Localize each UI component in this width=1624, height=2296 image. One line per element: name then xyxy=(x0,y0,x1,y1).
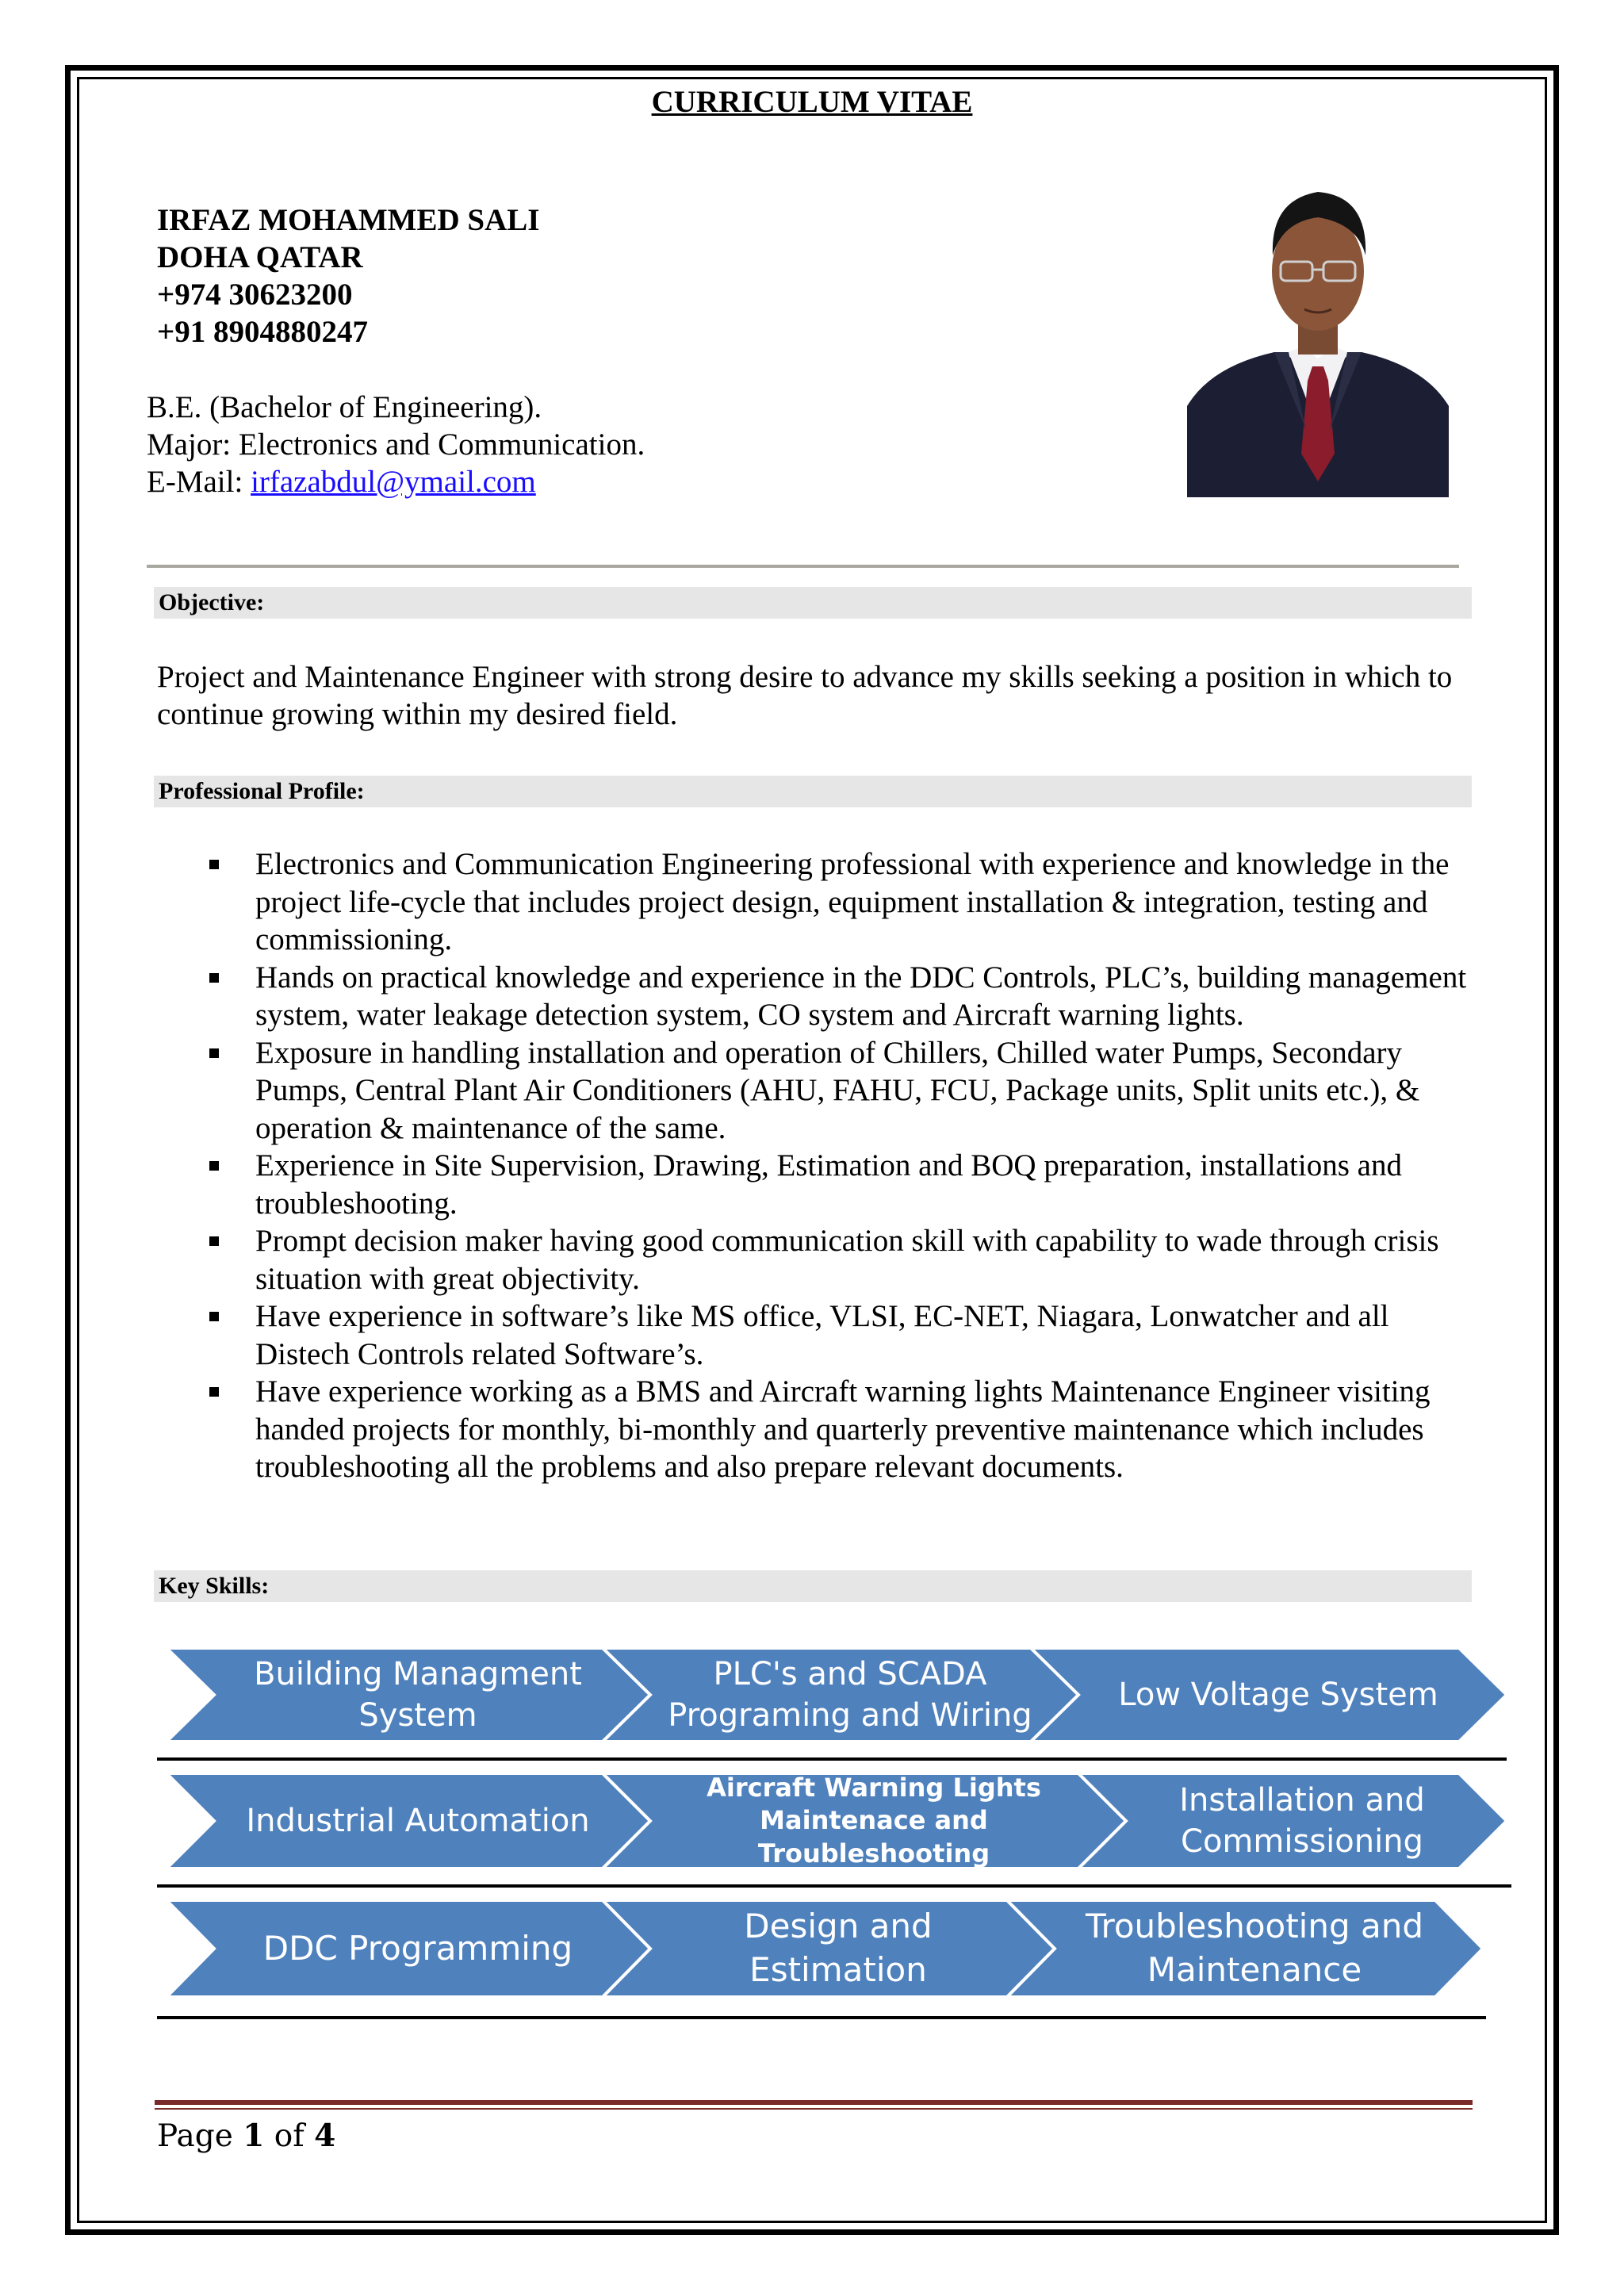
skill-label-line: DDC Programming xyxy=(262,1928,573,1968)
skill-label-text xyxy=(1086,1905,1423,1991)
phone-qatar: +974 30623200 xyxy=(157,278,353,312)
document-title: CURRICULUM VITAE xyxy=(651,85,973,119)
skill-label xyxy=(214,1773,622,1869)
profile-item: Electronics and Communication Engineering professional with experience and knowledge in the project life-cycle that includes project design, equipment installation & integration, testing and commissioning. xyxy=(157,845,1473,959)
skill-label xyxy=(214,1900,622,1997)
skill-label-line: PLC's and SCADA xyxy=(713,1656,987,1692)
skill-label-line: Maintenance xyxy=(1147,1950,1362,1989)
skill-label xyxy=(650,1648,1050,1742)
skill-label-line: Low Voltage System xyxy=(1118,1677,1438,1713)
profile-item: Hands on practical knowledge and experience in the DDC Controls, PLC’s, building management system, water leakage detection system, CO system and Aircraft warning lights. xyxy=(157,959,1473,1034)
objective-text: Project and Maintenance Engineer with strong desire to advance my skills seeking a position in which to continue growing within my desired field. xyxy=(157,660,1453,731)
skill-label-line: System xyxy=(358,1697,477,1734)
skill-label-text xyxy=(1118,1674,1438,1715)
skill-label xyxy=(1126,1773,1478,1869)
phone-india: +91 8904880247 xyxy=(157,315,368,349)
profile-item: Exposure in handling installation and operation of Chillers, Chilled water Pumps, Secondary Pumps, Central Plant Air Conditioners (AHU, FAHU, FCU, Package units, Split units etc.), & operation & maintenance of the same. xyxy=(157,1034,1473,1148)
skill-label-text xyxy=(668,1654,1032,1736)
skill-label-line: Design and xyxy=(744,1907,933,1946)
major-line: Major: Electronics and Communication. xyxy=(147,427,645,462)
email-label: E-Mail: xyxy=(147,465,251,499)
skill-label-line: Aircraft Warning Lights xyxy=(707,1772,1041,1803)
skill-label xyxy=(650,1773,1097,1869)
skills-row-divider xyxy=(157,1884,1511,1888)
profile-item: Experience in Site Supervision, Drawing, Estimation and BOQ preparation, installations and troubleshooting. xyxy=(157,1147,1473,1222)
degree-line: B.E. (Bachelor of Engineering). xyxy=(147,390,542,424)
skill-label-line: Industrial Automation xyxy=(246,1803,590,1839)
profile-item: Have experience working as a BMS and Aircraft warning lights Maintenance Engineer visiting handed projects for monthly, bi-monthly and quarterly preventive maintenance which includes troubleshooting all the problems and also prepare relevant documents. xyxy=(157,1373,1473,1486)
skill-label xyxy=(1078,1648,1478,1742)
skill-label-text xyxy=(744,1905,932,1991)
objective-heading: Objective: xyxy=(154,587,1472,619)
skill-label xyxy=(1055,1900,1454,1997)
skill-label-line: Programing and Wiring xyxy=(668,1697,1032,1734)
key-skills-heading: Key Skills: xyxy=(154,1570,1472,1602)
skill-label-text xyxy=(254,1654,582,1736)
candidate-location: DOHA QATAR xyxy=(157,240,363,274)
skill-label-line: Troubleshooting and xyxy=(1086,1907,1423,1946)
skill-label xyxy=(650,1900,1026,1997)
professional-profile-heading: Professional Profile: xyxy=(154,776,1472,807)
footer-rule xyxy=(155,2100,1473,2105)
skill-label-line: Commissioning xyxy=(1181,1823,1423,1860)
email-link[interactable]: irfazabdul@ymail.com xyxy=(251,465,536,499)
candidate-name: IRFAZ MOHAMMED SALI xyxy=(157,203,540,237)
skill-label-text xyxy=(263,1927,573,1971)
skill-label-line: Installation and xyxy=(1179,1782,1425,1819)
profile-item: Prompt decision maker having good communication skill with capability to wade through crisis situation with great objectivity. xyxy=(157,1222,1473,1297)
skill-label-line: Building Managment xyxy=(254,1656,582,1692)
profile-item: Have experience in software’s like MS office, VLSI, EC-NET, Niagara, Lonwatcher and all Distech Controls related Software’s. xyxy=(157,1297,1473,1373)
skill-label-line: Estimation xyxy=(749,1950,927,1989)
skills-row-divider xyxy=(157,1757,1507,1761)
page-number: Page 1 of 4 xyxy=(157,2118,336,2154)
skill-label xyxy=(214,1648,622,1742)
skill-label-line: Maintenace and Troubleshooting xyxy=(757,1805,990,1869)
skills-row-divider xyxy=(157,2016,1486,2019)
skill-label-text xyxy=(1179,1780,1425,1862)
footer-rule-thin xyxy=(155,2108,1473,2110)
skill-label-text xyxy=(246,1800,589,1842)
skill-label-text xyxy=(650,1772,1097,1871)
